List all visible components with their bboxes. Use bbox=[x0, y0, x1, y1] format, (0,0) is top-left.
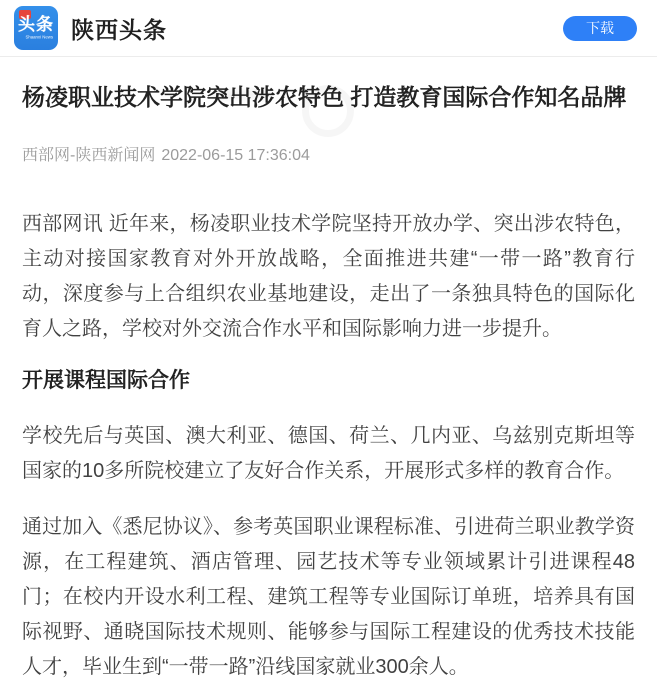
article-meta bbox=[22, 147, 635, 164]
article-datetime: 2022-06-15 17:36:04 bbox=[161, 147, 310, 164]
section-heading: 开展课程国际合作 bbox=[22, 369, 190, 392]
paragraph: 通过加入《悉尼协议》、参考英国职业课程标准、引进荷兰职业教学资源，在工程建筑、酒店管理、园艺技术等专业领域累计引进课程48门；在校内开设水利工程、建筑工程等专业国际订单班，培养具有国际视野、通晓国际技术规则、能够参与国际工程建设的优秀技术技能人才，毕业生到“一带一路”沿线国家就业300余人。 bbox=[22, 516, 635, 678]
article-body bbox=[22, 207, 635, 685]
paragraph: 学校先后与英国、澳大利亚、德国、荷兰、几内亚、乌兹别克斯坦等国家的10多所院校建立了友好合作关系，开展形式多样的教育合作。 bbox=[22, 425, 635, 482]
article-source: 西部网-陕西新闻网 bbox=[22, 147, 156, 164]
brand-name: 陕西头条 bbox=[71, 17, 167, 43]
logo-subtitle: Shaanxi News bbox=[25, 34, 54, 40]
paragraph: 西部网讯 近年来，杨凌职业技术学院坚持开放办学、突出涉农特色，主动对接国家教育对外开放战略，全面推进共建“一带一路”教育行动，深度参与上合组织农业基地建设，走出了一条独具特色的国际化育人之路，学校对外交流合作水平和国际影响力进一步提升。 bbox=[22, 213, 635, 340]
app-logo[interactable] bbox=[14, 6, 58, 50]
article-title: 杨凌职业技术学院突出涉农特色 打造教育国际合作知名品牌 bbox=[22, 84, 627, 110]
app-header bbox=[0, 0, 657, 57]
download-button[interactable]: 下载 bbox=[563, 16, 637, 41]
logo-title: 头条 bbox=[18, 15, 54, 34]
article bbox=[0, 82, 657, 685]
